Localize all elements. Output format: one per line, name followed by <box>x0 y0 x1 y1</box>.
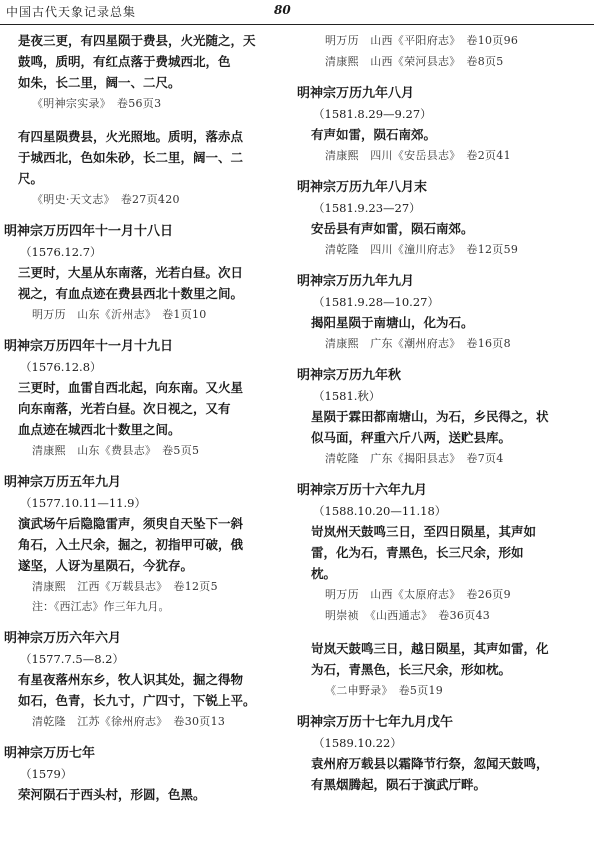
record-entry <box>4 744 289 805</box>
text-line: 向东南落，光若白昼。次日视之，又有 <box>18 401 231 416</box>
text-line: 岢岚天鼓鸣三日，越日陨星，其声如雷，化 <box>311 641 549 656</box>
text-line: 有声如雷，陨石南郊。 <box>311 127 437 142</box>
entry-text <box>297 753 590 795</box>
entry-text <box>297 406 590 448</box>
entry-title: 明神宗万历九年九月 <box>297 274 415 289</box>
text-line: 演武场午后隐隐雷声，须臾自天坠下一斜 <box>18 516 244 531</box>
entry-source: 清康熙 四川《安岳县志》 卷2页41 <box>325 149 511 162</box>
entry-text <box>4 262 289 304</box>
text-line: 是夜三更，有四星陨于费县，火光随之，天 <box>18 33 256 48</box>
record-entry <box>4 473 289 617</box>
page-number: 80 <box>274 3 291 17</box>
entry-date: （1581.秋） <box>313 389 381 403</box>
record-entry <box>297 713 590 795</box>
entry-title: 明神宗万历九年八月 <box>297 86 415 101</box>
entry-source: 明崇祯 《山西通志》 卷36页43 <box>325 609 491 622</box>
entry-title: 明神宗万历四年十一月十八日 <box>4 224 174 239</box>
entry-date: （1577.10.11—11.9） <box>20 496 146 510</box>
record-entry <box>297 366 590 469</box>
record-entry <box>4 126 289 210</box>
entry-source: 清康熙 山西《荣河县志》 卷8页5 <box>325 55 504 68</box>
record-entry <box>297 272 590 354</box>
text-line: 揭阳星陨于南塘山，化为石。 <box>311 315 474 330</box>
entry-source: 清乾隆 四川《潼川府志》 卷12页59 <box>325 243 519 256</box>
entry-date: （1576.12.7） <box>20 245 102 259</box>
text-line: 如石，色青，长九寸，广四寸，下锐上平。 <box>18 693 256 708</box>
entry-title: 明神宗万历九年八月末 <box>297 180 428 195</box>
record-entry <box>4 629 289 732</box>
entry-text <box>4 784 289 805</box>
text-line: 尺。 <box>18 171 44 186</box>
book-title: 中国古代天象记录总集 <box>6 5 137 19</box>
entry-source: 明万历 山西《平阳府志》 卷10页96 <box>325 34 519 47</box>
entry-source: 《明史·天文志》 卷27页420 <box>32 193 180 206</box>
entry-source: 清康熙 江西《万载县志》 卷12页5 <box>32 580 218 593</box>
text-line: 枕。 <box>311 566 337 581</box>
record-entry <box>297 638 590 701</box>
entry-source: 《二申野录》 卷5页19 <box>325 684 444 697</box>
entry-source: 《明神宗实录》 卷56页3 <box>32 97 162 110</box>
text-line: 有黑烟腾起，陨石于演武厅畔。 <box>311 777 487 792</box>
entry-text <box>4 126 289 189</box>
entry-text <box>4 30 289 93</box>
entry-source: 清乾隆 江苏《徐州府志》 卷30页13 <box>32 715 226 728</box>
text-line: 有四星陨费县，火光照地。质明，落赤点 <box>18 129 244 144</box>
entry-text <box>297 521 590 584</box>
text-line: 于城西北，色如朱砂，长二里，阔一、二 <box>18 150 244 165</box>
text-line: 岢岚州天鼓鸣三日，至四日陨星，其声如 <box>311 524 537 539</box>
entry-date: （1581.9.23—27） <box>313 201 421 215</box>
entry-source: 清乾隆 广东《揭阳县志》 卷7页4 <box>325 452 504 465</box>
entry-date: （1576.12.8） <box>20 360 102 374</box>
entry-title: 明神宗万历十七年九月戊午 <box>297 715 454 730</box>
entry-date: （1579） <box>20 767 73 781</box>
text-line: 视之，有血点迹在费县西北十数里之间。 <box>18 286 244 301</box>
text-line: 角石，入土尺余，掘之，初指甲可破，俄 <box>18 537 244 552</box>
text-line: 血点迹在城西北十数里之间。 <box>18 422 181 437</box>
right-column <box>297 30 590 795</box>
record-entry <box>4 30 289 114</box>
entry-date: （1588.10.20—11.18） <box>313 504 447 518</box>
entry-text <box>4 513 289 576</box>
text-line: 雷，化为石，青黑色，长三尺余，形如 <box>311 545 524 560</box>
entry-date: （1581.8.29—9.27） <box>313 107 432 121</box>
record-entry <box>4 222 289 325</box>
text-line: 遂坚，人讶为星陨石，今犹存。 <box>18 558 194 573</box>
entry-source: 明万历 山西《太原府志》 卷26页9 <box>325 588 511 601</box>
entry-text <box>297 218 590 239</box>
entry-date: （1581.9.28—10.27） <box>313 295 439 309</box>
page-header <box>0 0 594 25</box>
entry-note: 注：《西江志》作三年九月。 <box>32 600 170 613</box>
entry-text <box>4 669 289 711</box>
entry-title: 明神宗万历六年六月 <box>4 631 122 646</box>
entry-source: 清康熙 广东《潮州府志》 卷16页8 <box>325 337 511 350</box>
text-line: 星陨于霖田都南塘山，为石，乡民得之，状 <box>311 409 549 424</box>
text-line: 荣河陨石于西头村，形圆，色黑。 <box>18 787 206 802</box>
record-entry <box>297 481 590 626</box>
entry-title: 明神宗万历十六年九月 <box>297 483 428 498</box>
entry-title: 明神宗万历五年九月 <box>4 475 122 490</box>
record-entry <box>297 178 590 260</box>
text-line: 安岳县有声如雷，陨石南郊。 <box>311 221 474 236</box>
entry-title: 明神宗万历七年 <box>4 746 96 761</box>
entry-source: 明万历 山东《沂州志》 卷1页10 <box>32 308 207 321</box>
entry-source: 清康熙 山东《费县志》 卷5页5 <box>32 444 200 457</box>
entry-text <box>297 638 590 680</box>
record-entry <box>4 337 289 461</box>
text-line: 有星夜落州东乡，牧人识其处，掘之得物 <box>18 672 244 687</box>
entry-date: （1589.10.22） <box>313 736 402 750</box>
text-line: 似马面，秤重六斤八两，送贮县库。 <box>311 430 512 445</box>
text-line: 三更时，血雷自西北起，向东南。又火星 <box>18 380 244 395</box>
entry-text <box>297 124 590 145</box>
record-entry <box>297 84 590 166</box>
text-line: 如朱，长二里，阔一、二尺。 <box>18 75 181 90</box>
entry-text <box>4 377 289 440</box>
text-line: 三更时，大星从东南落，光若白昼。次日 <box>18 265 244 280</box>
record-entry <box>297 30 590 72</box>
entry-date: （1577.7.5—8.2） <box>20 652 124 666</box>
text-line: 鼓鸣，质明，有红点落于费城西北，色 <box>18 54 231 69</box>
text-line: 为石，青黑色，长三尺余，形如枕。 <box>311 662 512 677</box>
left-column <box>4 30 289 805</box>
entry-text <box>297 312 590 333</box>
text-line: 袁州府万载县以霜降节行祭，忽闻天鼓鸣， <box>311 756 549 771</box>
entry-title: 明神宗万历四年十一月十九日 <box>4 339 174 354</box>
entry-title: 明神宗万历九年秋 <box>297 368 402 383</box>
